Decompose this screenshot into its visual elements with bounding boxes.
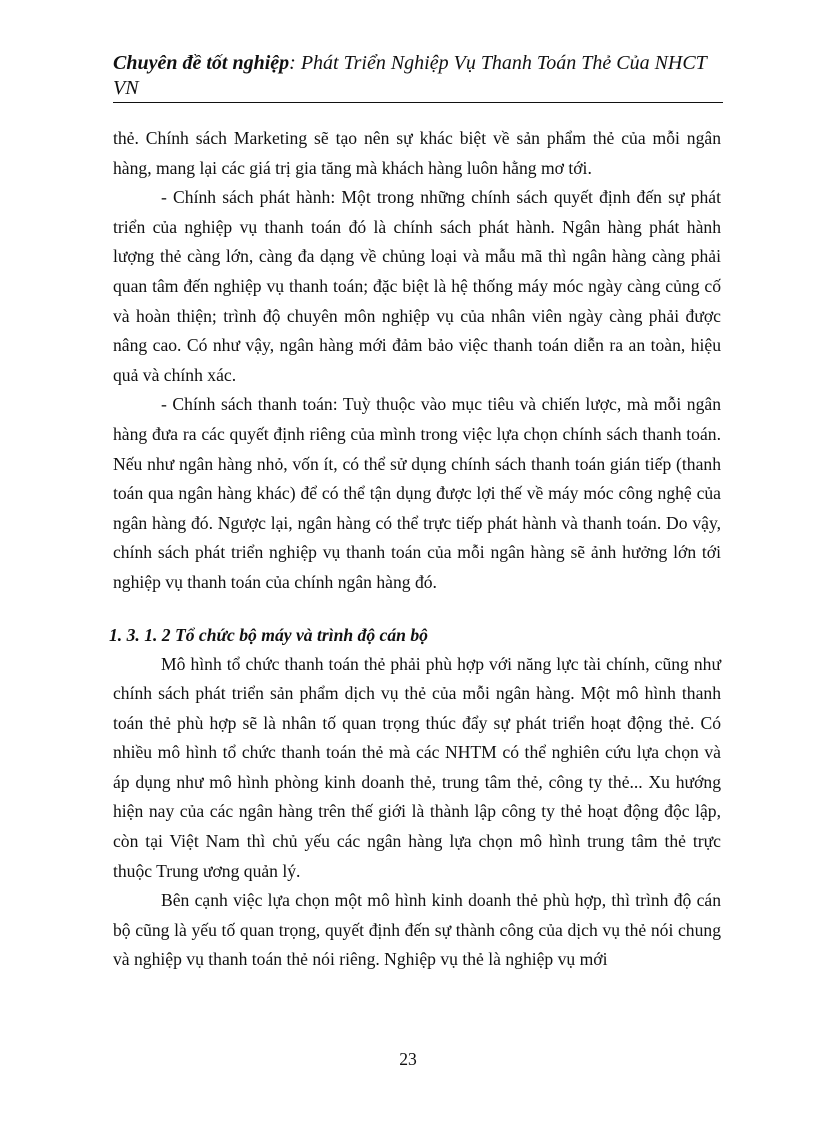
paragraph-payment-policy: - Chính sách thanh toán: Tuỳ thuộc vào mục tiêu và chiến lược, mà mỗi ngân hàng đưa ra các quyết định riêng của mình trong việc lựa chọn chính sách thanh toán. Nếu như ngân hàng nhỏ, vốn ít, có thể sử dụng chính sách thanh toán gián tiếp (thanh toán qua ngân hàng khác) để có thể tận dụng được lợi thế về máy móc công nghệ của ngân hàng đó. Ngược lại, ngân hàng có thể trực tiếp phát hành và thanh toán. Do vậy, chính sách phát triển nghiệp vụ thanh toán của mỗi ngân hàng sẽ ảnh hưởng lớn tới nghiệp vụ thanh toán của chính ngân hàng đó.	[113, 394, 721, 592]
paragraph-staff-qualification: Bên cạnh việc lựa chọn một mô hình kinh doanh thẻ phù hợp, thì trình độ cán bộ cũng là yếu tố quan trọng, quyết định đến sự thành công của dịch vụ thẻ nói chung và nghiệp vụ thanh toán thẻ nói riêng. Nghiệp vụ thẻ là nghiệp vụ mới	[113, 890, 721, 970]
header-line-1	[113, 51, 723, 76]
header-title-part-1: Phát Triển Nghiệp Vụ Thanh Toán Thẻ Của NHCT	[295, 52, 707, 74]
page-header	[113, 51, 723, 103]
paragraph-continuation: thẻ. Chính sách Marketing sẽ tạo nên sự khác biệt về sản phẩm thẻ của mỗi ngân hàng, mang lại các giá trị gia tăng mà khách hàng luôn hằng mơ tới.	[113, 128, 721, 178]
header-bold-prefix: Chuyên đề tốt nghiệp	[113, 52, 290, 74]
paragraph-organization-model: Mô hình tổ chức thanh toán thẻ phải phù hợp với năng lực tài chính, cũng như chính sách phát triển sản phẩm dịch vụ thẻ của mỗi ngân hàng. Một mô hình thanh toán thẻ phù hợp sẽ là nhân tố quan trọng thúc đẩy sự phát triển hoạt động thẻ. Có nhiều mô hình tổ chức thanh toán thẻ mà các NHTM có thể nghiên cứu lựa chọn và áp dụng như mô hình phòng kinh doanh thẻ, trung tâm thẻ, công ty thẻ... Xu hướng hiện nay của các ngân hàng trên thế giới là thành lập công ty thẻ hoạt động độc lập, còn tại Việt Nam thì chủ yếu các ngân hàng lựa chọn mô hình trung tâm thẻ trực thuộc Trung ương quản lý.	[113, 653, 721, 881]
header-title-part-2: VN	[113, 77, 139, 99]
header-colon: :	[289, 52, 296, 74]
paragraph-issuance-policy: - Chính sách phát hành: Một trong những chính sách quyết định đến sự phát triển của nghiệp vụ thanh toán đó là chính sách phát hành. Ngân hàng phát hành lượng thẻ càng lớn, càng đa dạng về chủng loại và mẫu mã thì ngân hàng càng phải quan tâm đến nghiệp vụ thanh toán; đặc biệt là hệ thống máy móc ngày càng củng cố và hoàn thiện; trình độ chuyên môn nghiệp vụ của nhân viên ngày càng phải được nâng cao. Có như vậy, ngân hàng mới đảm bảo việc thanh toán diễn ra an toàn, hiệu quả và chính xác.	[113, 187, 721, 385]
document-body	[109, 124, 721, 975]
page-number: 23	[399, 1049, 417, 1069]
section-heading: 1. 3. 1. 2 Tổ chức bộ máy và trình độ cán bộ	[109, 624, 428, 645]
